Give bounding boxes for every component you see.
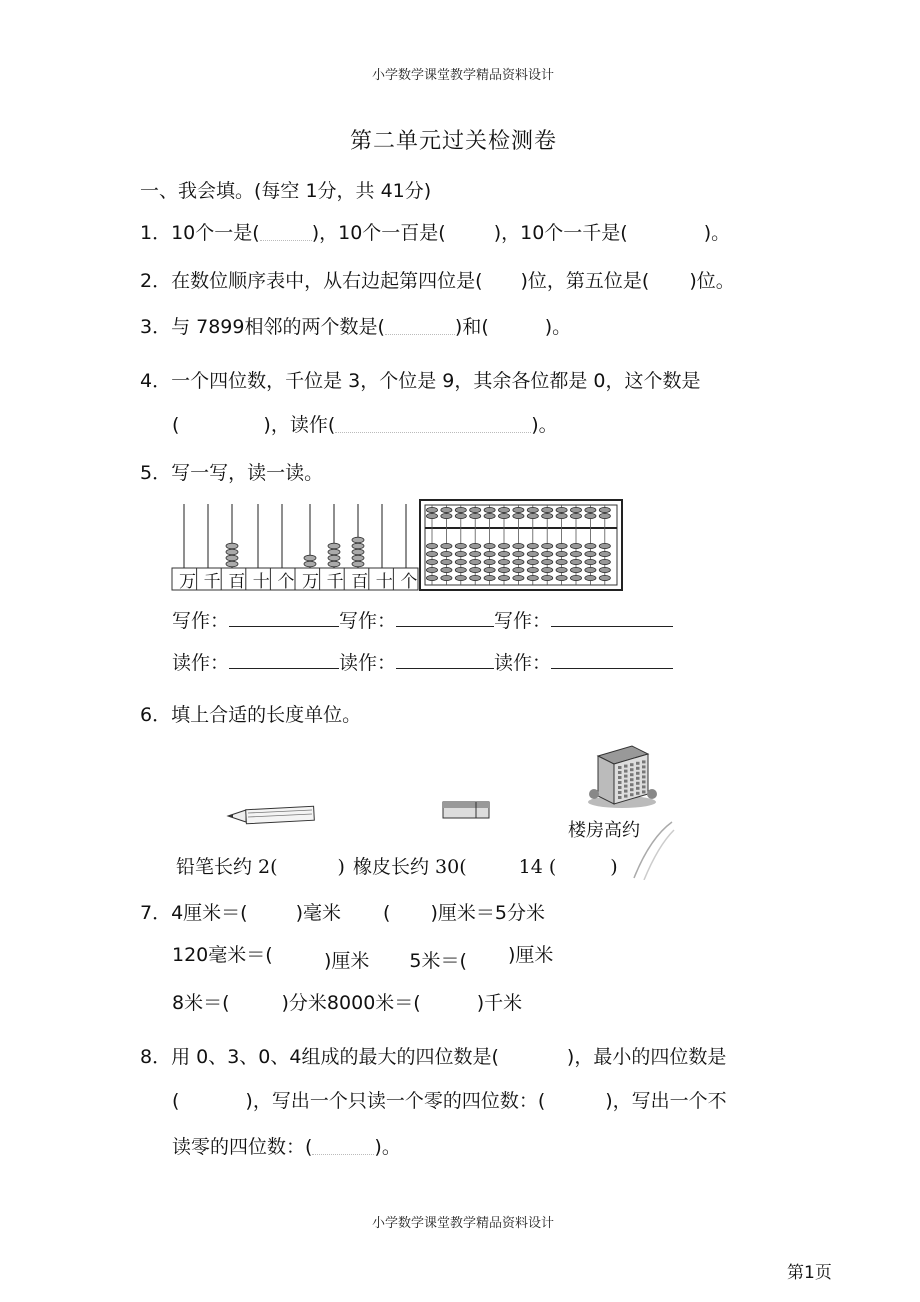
place-value-label: 个	[277, 572, 295, 592]
place-value-label: 个	[400, 572, 418, 592]
counter-bead	[226, 555, 238, 561]
place-value-label: 百	[351, 572, 369, 592]
page-footer: 小学数学课堂教学精品资料设计	[372, 1216, 555, 1231]
counter-bead	[352, 537, 364, 543]
answer-line[interactable]	[551, 610, 673, 627]
question-4: 4．一个四位数，千位是 3，个位是 9，其余各位都是 0，这个数是	[140, 370, 701, 392]
page-title: 第二单元过关检测卷	[350, 129, 558, 154]
answer-line[interactable]	[229, 610, 339, 627]
building-picture	[582, 742, 660, 810]
counter-bead	[352, 561, 364, 567]
read-row: 读作： 读作： 读作：	[172, 648, 673, 675]
abacus	[420, 500, 622, 590]
question-8-line2: ( )，写出一个只读一个零的四位数：( )，写出一个不	[172, 1090, 727, 1112]
place-value-label: 千	[326, 572, 344, 592]
question-3: 3．与 7899相邻的两个数是( )和( )。	[140, 316, 572, 338]
counter-bead	[328, 543, 340, 549]
counter-bead	[226, 561, 238, 567]
answer-blank[interactable]	[385, 320, 455, 335]
decorative-lines	[630, 818, 678, 880]
answer-blank[interactable]	[335, 418, 531, 433]
place-value-label: 百	[228, 572, 246, 592]
page-number: 第1页	[787, 1263, 832, 1283]
answer-line[interactable]	[396, 610, 494, 627]
question-6: 6．填上合适的长度单位。	[140, 704, 362, 726]
page-header: 小学数学课堂教学精品资料设计	[372, 68, 555, 83]
write-row: 写作： 写作： 写作：	[172, 606, 673, 633]
counter-bead	[328, 555, 340, 561]
answer-blank[interactable]	[260, 226, 312, 241]
answer-line[interactable]	[229, 652, 339, 669]
place-value-label: 千	[203, 572, 221, 592]
counter-bead	[304, 561, 316, 567]
answer-line[interactable]	[551, 652, 673, 669]
place-value-label: 万	[302, 572, 319, 592]
question-6-answers: 铅笔长约 2( ) 橡皮长约 30( 14 ( )	[176, 856, 618, 878]
pencil-picture	[224, 800, 320, 826]
question-8-line3: 读零的四位数：( )。	[172, 1136, 401, 1158]
counter-bead	[352, 555, 364, 561]
place-value-label: 十	[375, 572, 393, 592]
section-heading: 一、我会填。(每空 1分，共 41分)	[140, 180, 432, 202]
counter-bead	[226, 543, 238, 549]
question-7-row2a: 120毫米＝(	[172, 944, 273, 966]
building-label: 楼房高约	[568, 820, 640, 841]
place-value-label: 万	[179, 572, 196, 592]
question-7-row2b: )厘米 5米＝(	[324, 950, 467, 972]
answer-line[interactable]	[396, 652, 494, 669]
question-7-row1: 7．4厘米＝( )毫米 ( )厘米＝5分米	[140, 902, 545, 924]
answer-blank[interactable]	[312, 1140, 374, 1155]
question-1: 1．10个一是( )，10个一百是( )，10个一千是( )。	[140, 222, 731, 244]
question-4-line2: ( )，读作( )。	[172, 414, 558, 436]
question-2: 2．在数位顺序表中，从右边起第四位是( )位，第五位是( )位。	[140, 270, 735, 292]
eraser-picture	[440, 798, 494, 824]
counter-bead	[328, 549, 340, 555]
counter-bead	[304, 555, 316, 561]
place-value-label: 十	[252, 572, 270, 592]
counter-bead	[352, 549, 364, 555]
question-5: 5．写一写，读一读。	[140, 462, 324, 484]
counter-bead	[352, 543, 364, 549]
counter-bead	[226, 549, 238, 555]
question-8-line1: 8．用 0、3、0、4组成的最大的四位数是( )，最小的四位数是	[140, 1046, 727, 1068]
question-7-row2c: )厘米	[508, 944, 554, 966]
counter-bead	[328, 561, 340, 567]
question-7-row3: 8米＝( )分米8000米＝( )千米	[172, 992, 523, 1014]
